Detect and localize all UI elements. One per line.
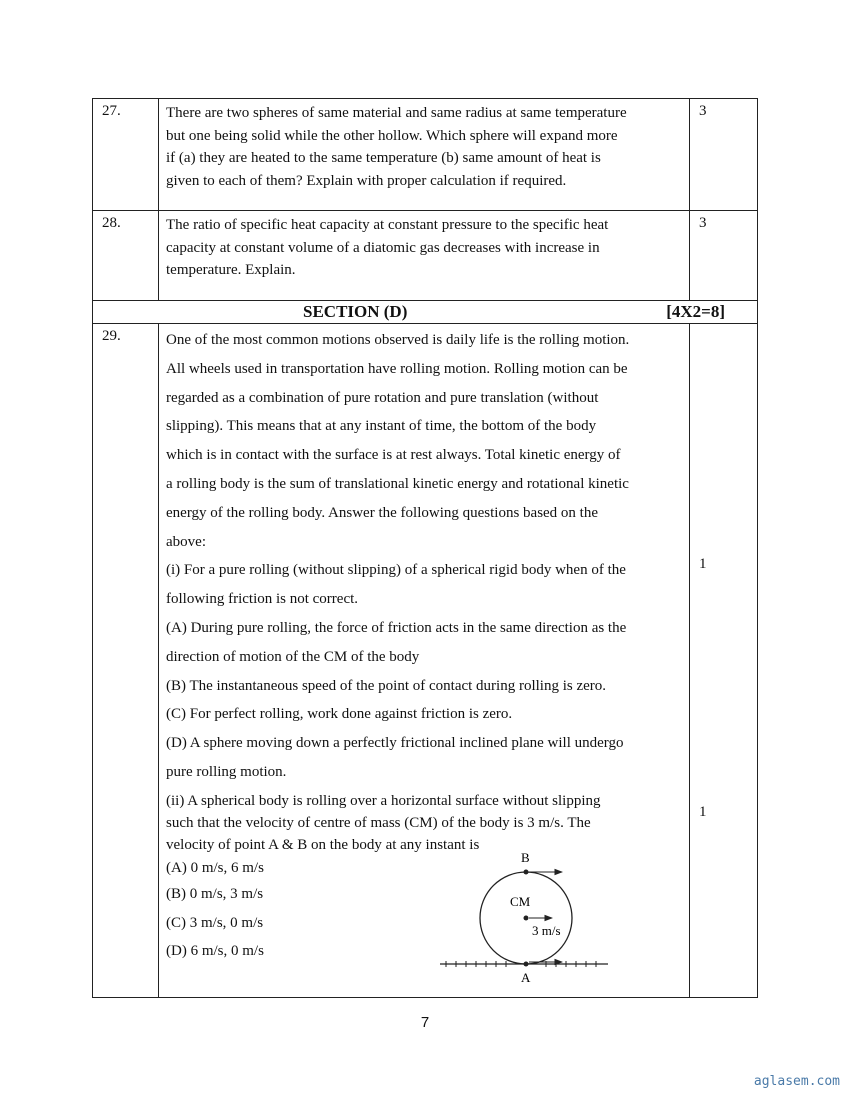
- option-line: (C) 3 m/s, 0 m/s: [166, 914, 264, 931]
- point-a: [524, 962, 529, 967]
- question-number: 28.: [102, 215, 121, 231]
- text-line: There are two spheres of same material and same radius at same temperature: [166, 105, 627, 121]
- subquestion-i-line: following friction is not correct.: [166, 591, 359, 608]
- text-line: given to each of them? Explain with proper calculation if required.: [166, 172, 567, 189]
- option-line: (D) 6 m/s, 0 m/s: [166, 943, 264, 960]
- passage-line: above:: [166, 533, 206, 550]
- label-cm: CM: [510, 894, 531, 909]
- question-text: [159, 99, 689, 192]
- section-title: SECTION (D): [303, 302, 408, 321]
- question-row-28: [93, 211, 758, 301]
- option-line: direction of motion of the CM of the body: [166, 648, 420, 665]
- passage-line: slipping). This means that at any instant of time, the bottom of the body: [166, 418, 597, 435]
- subquestion-ii-line: such that the velocity of centre of mass (CM) of the body is 3 m/s. The: [166, 814, 591, 831]
- section-header-row: [93, 301, 758, 324]
- passage-line: One of the most common motions observed is daily life is the rolling motion.: [166, 332, 630, 348]
- question-marks: 3: [699, 215, 707, 231]
- option-line: pure rolling motion.: [166, 763, 287, 780]
- option-line: (B) 0 m/s, 3 m/s: [166, 885, 264, 902]
- question-marks: 3: [699, 103, 707, 119]
- question-text: [159, 211, 689, 282]
- option-line: (A) During pure rolling, the force of friction acts in the same direction as the: [166, 619, 627, 636]
- question-number: 27.: [102, 103, 121, 119]
- text-line: The ratio of specific heat capacity at constant pressure to the specific heat: [166, 217, 609, 233]
- point-cm: [524, 916, 529, 921]
- section-marks: [4X2=8]: [666, 302, 725, 321]
- text-line: capacity at constant volume of a diatomic gas decreases with increase in: [166, 239, 600, 256]
- page-number: 7: [420, 1014, 430, 1031]
- watermark-text: aglasem.com: [753, 1074, 840, 1089]
- point-b: [524, 870, 529, 875]
- label-b: B: [521, 851, 530, 865]
- option-line: (C) For perfect rolling, work done against friction is zero.: [166, 706, 513, 723]
- question-text: [159, 324, 689, 985]
- option-line: (B) The instantaneous speed of the point of contact during rolling is zero.: [166, 677, 607, 694]
- passage-line: regarded as a combination of pure rotation and pure translation (without: [166, 389, 599, 406]
- text-line: but one being solid while the other hollow. Which sphere will expand more: [166, 127, 618, 144]
- passage-line: energy of the rolling body. Answer the following questions based on the: [166, 504, 599, 521]
- option-line: (A) 0 m/s, 6 m/s: [166, 859, 264, 876]
- question-table: [92, 98, 758, 998]
- subquestion-ii-line: (ii) A spherical body is rolling over a horizontal surface without slipping: [166, 792, 601, 809]
- question-number: 29.: [102, 328, 121, 344]
- passage-line: which is in contact with the surface is at rest always. Total kinetic energy of: [166, 447, 621, 464]
- subquestion-i-marks: 1: [699, 556, 707, 572]
- section-header: [93, 301, 757, 323]
- text-line: if (a) they are heated to the same temperature (b) same amount of heat is: [166, 150, 601, 166]
- subquestion-ii-line: velocity of point A & B on the body at any instant is: [166, 836, 480, 853]
- text-line: temperature. Explain.: [166, 262, 296, 278]
- label-a: A: [521, 970, 531, 985]
- passage-line: a rolling body is the sum of translational kinetic energy and rotational kinetic: [166, 475, 629, 492]
- option-line: (D) A sphere moving down a perfectly frictional inclined plane will undergo: [166, 735, 624, 752]
- question-row-29: [93, 324, 758, 998]
- subquestion-ii-marks: 1: [699, 804, 707, 820]
- label-velocity: 3 m/s: [532, 923, 561, 938]
- rolling-sphere-figure: [434, 851, 614, 986]
- passage-line: All wheels used in transportation have rolling motion. Rolling motion can be: [166, 360, 628, 377]
- subquestion-i-line: (i) For a pure rolling (without slipping) of a spherical rigid body when of the: [166, 562, 626, 579]
- question-row-27: [93, 99, 758, 211]
